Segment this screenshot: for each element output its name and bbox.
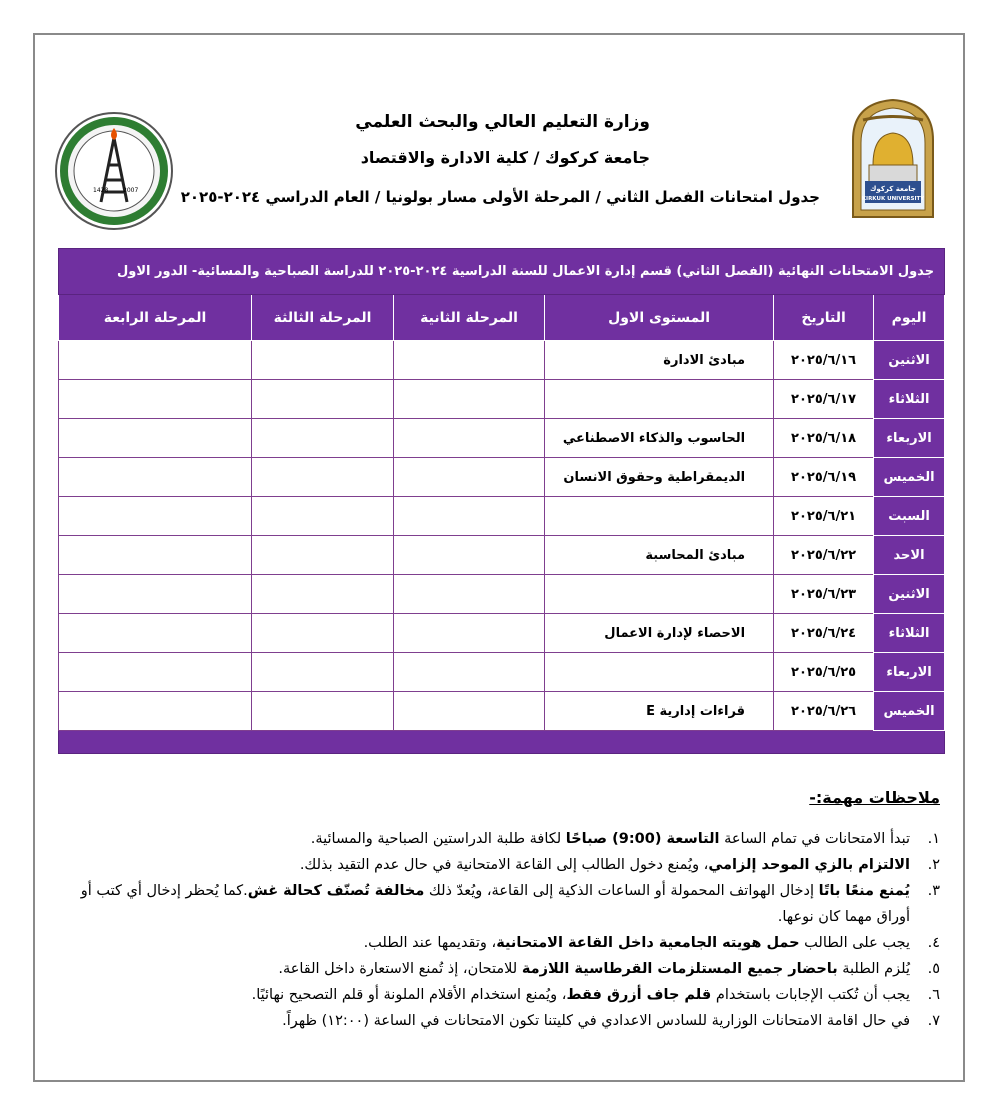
table-row [59,653,945,692]
header-stage2: المرحلة الثانية [394,295,545,341]
stage2-cell [394,497,545,536]
day-cell: الثلاثاء [874,380,945,419]
note-item [80,852,940,878]
note-item [80,982,940,1008]
table-footer-bar [59,731,945,754]
stage3-cell [252,380,394,419]
stage2-cell [394,341,545,380]
table-footer-row [59,731,945,754]
stage3-cell [252,419,394,458]
note-text: ، وتقديمها عند الطلب. [363,935,497,951]
date-cell: ٢٠٢٥/٦/١٨ [774,419,874,458]
level1-subject-cell [545,653,774,692]
stage4-cell [59,536,252,575]
stage3-cell [252,653,394,692]
notes-title: ملاحظات مهمة:- [809,788,940,807]
stage3-cell [252,458,394,497]
header-stage3: المرحلة الثالثة [252,295,394,341]
notes-list [80,826,940,1034]
note-number: ٤. [927,935,940,951]
day-cell: الاحد [874,536,945,575]
logo-text-en: KIRKUK UNIVERSITY [861,196,925,202]
table-row [59,536,945,575]
stage2-cell [394,614,545,653]
stage2-cell [394,653,545,692]
date-cell: ٢٠٢٥/٦/٢١ [774,497,874,536]
stage4-cell [59,575,252,614]
stage4-cell [59,458,252,497]
date-cell: ٢٠٢٥/٦/١٧ [774,380,874,419]
note-text: لكافة طلبة الدراستين الصباحية والمسائية. [310,831,566,847]
table-row [59,419,945,458]
table-row [59,497,945,536]
stage2-cell [394,380,545,419]
logo-text-ar: جامعة كركوك [870,185,916,193]
logo-year-2: 2007 [123,187,139,194]
table-row [59,575,945,614]
date-cell: ٢٠٢٥/٦/٢٤ [774,614,874,653]
level1-subject-cell [545,380,774,419]
stage4-cell [59,692,252,731]
level1-subject-cell: الديمقراطية وحقوق الانسان [545,458,774,497]
day-cell: الاثنين [874,575,945,614]
note-number: ٧. [927,1013,940,1029]
stage4-cell [59,653,252,692]
note-emphasis: التاسعة (9:00) صباحًا [565,831,720,847]
level1-subject-cell: قراءات إدارية E [545,692,774,731]
stage3-cell [252,692,394,731]
date-cell: ٢٠٢٥/٦/١٦ [774,341,874,380]
date-cell: ٢٠٢٥/٦/٢٦ [774,692,874,731]
stage4-cell [59,614,252,653]
note-text: يجب أن تُكتب الإجابات باستخدام [711,987,910,1003]
table-row [59,692,945,731]
date-cell: ٢٠٢٥/٦/٢٣ [774,575,874,614]
note-text: للامتحان، إذ تُمنع الاستعارة داخل القاعة. [278,961,522,977]
note-emphasis: الالتزام بالزي الموحد إلزامي [708,857,910,873]
exam-schedule-table [58,248,945,754]
table-caption: جدول الامتحانات النهائية (الفصل الثاني) قسم إدارة الاعمال للسنة الدراسية ٢٠٢٤-٢٠٢٥ للدراسة الصباحية والمسائية- الدور الاول [59,249,945,295]
stage2-cell [394,419,545,458]
note-number: ٢. [927,857,940,873]
level1-subject-cell [545,575,774,614]
note-text: في حال اقامة الامتحانات الوزارية للسادس الاعدادي في كليتنا تكون الامتحانات في الساعة (١٢:٠٠) ظهراً. [282,1013,910,1029]
stage4-cell [59,380,252,419]
university-title: جامعة كركوك / كلية الادارة والاقتصاد [360,148,650,167]
day-cell: الاثنين [874,341,945,380]
stage3-cell [252,575,394,614]
stage3-cell [252,497,394,536]
note-text: .كما يُحظر إدخال أي كتب أو أوراق مهما كان نوعها. [80,883,910,925]
note-number: ٣. [927,883,940,899]
stage3-cell [252,536,394,575]
stage3-cell [252,341,394,380]
day-cell: الاربعاء [874,653,945,692]
note-emphasis: يُمنع منعًا باتًا [818,883,910,899]
table-header-row [59,295,945,341]
date-cell: ٢٠٢٥/٦/٢٥ [774,653,874,692]
day-cell: الخميس [874,458,945,497]
note-item [80,878,940,930]
day-cell: الثلاثاء [874,614,945,653]
date-cell: ٢٠٢٥/٦/١٩ [774,458,874,497]
stage2-cell [394,692,545,731]
table-row [59,458,945,497]
table-row [59,614,945,653]
kirkuk-university-logo [843,95,943,220]
level1-subject-cell: مبادئ الادارة [545,341,774,380]
note-item [80,956,940,982]
stage2-cell [394,458,545,497]
stage4-cell [59,341,252,380]
table-row [59,341,945,380]
note-text: يجب على الطالب [799,935,910,951]
note-emphasis: باحضار جميع المستلزمات القرطاسية اللازمة [521,961,838,977]
schedule-title: جدول امتحانات الفصل الثاني / المرحلة الأولى مسار بولونيا / العام الدراسي ٢٠٢٤-٢٠٢٥ [180,188,820,206]
header-day: اليوم [874,295,945,341]
note-emphasis: قلم جاف أزرق فقط [566,987,712,1003]
note-item [80,930,940,956]
stage2-cell [394,575,545,614]
level1-subject-cell: الحاسوب والذكاء الاصطناعي [545,419,774,458]
level1-subject-cell: الاحصاء لإدارة الاعمال [545,614,774,653]
stage3-cell [252,614,394,653]
stage2-cell [394,536,545,575]
stage4-cell [59,419,252,458]
date-cell: ٢٠٢٥/٦/٢٢ [774,536,874,575]
day-cell: الخميس [874,692,945,731]
note-text: ، ويُمنع دخول الطالب إلى القاعة الامتحانية في حال عدم التقيد بذلك. [299,857,709,873]
note-text: ، ويُمنع استخدام الأقلام الملونة أو قلم التصحيح نهائيًا. [251,987,567,1003]
note-text: يُلزم الطلبة [837,961,910,977]
table-row [59,380,945,419]
note-emphasis: مخالفة تُصنّف كحالة غش [247,883,425,899]
note-text: إدخال الهواتف المحمولة أو الساعات الذكية إلى القاعة، ويُعدّ ذلك [424,883,819,899]
note-number: ٦. [927,987,940,1003]
note-number: ٥. [927,961,940,977]
note-item [80,1008,940,1034]
day-cell: السبت [874,497,945,536]
logo-year-1: 1428 [93,187,109,194]
header-date: التاريخ [774,295,874,341]
day-cell: الاربعاء [874,419,945,458]
note-emphasis: حمل هويته الجامعية داخل القاعة الامتحانية [496,935,800,951]
note-text: تبدأ الامتحانات في تمام الساعة [719,831,910,847]
header-stage4: المرحلة الرابعة [59,295,252,341]
table-body [59,341,945,731]
header-level1: المستوى الاول [545,295,774,341]
note-item [80,826,940,852]
college-logo [53,110,175,232]
level1-subject-cell: مبادئ المحاسبة [545,536,774,575]
stage4-cell [59,497,252,536]
level1-subject-cell [545,497,774,536]
table-caption-row [59,249,945,295]
ministry-title: وزارة التعليم العالي والبحث العلمي [355,112,650,132]
note-number: ١. [927,831,940,847]
